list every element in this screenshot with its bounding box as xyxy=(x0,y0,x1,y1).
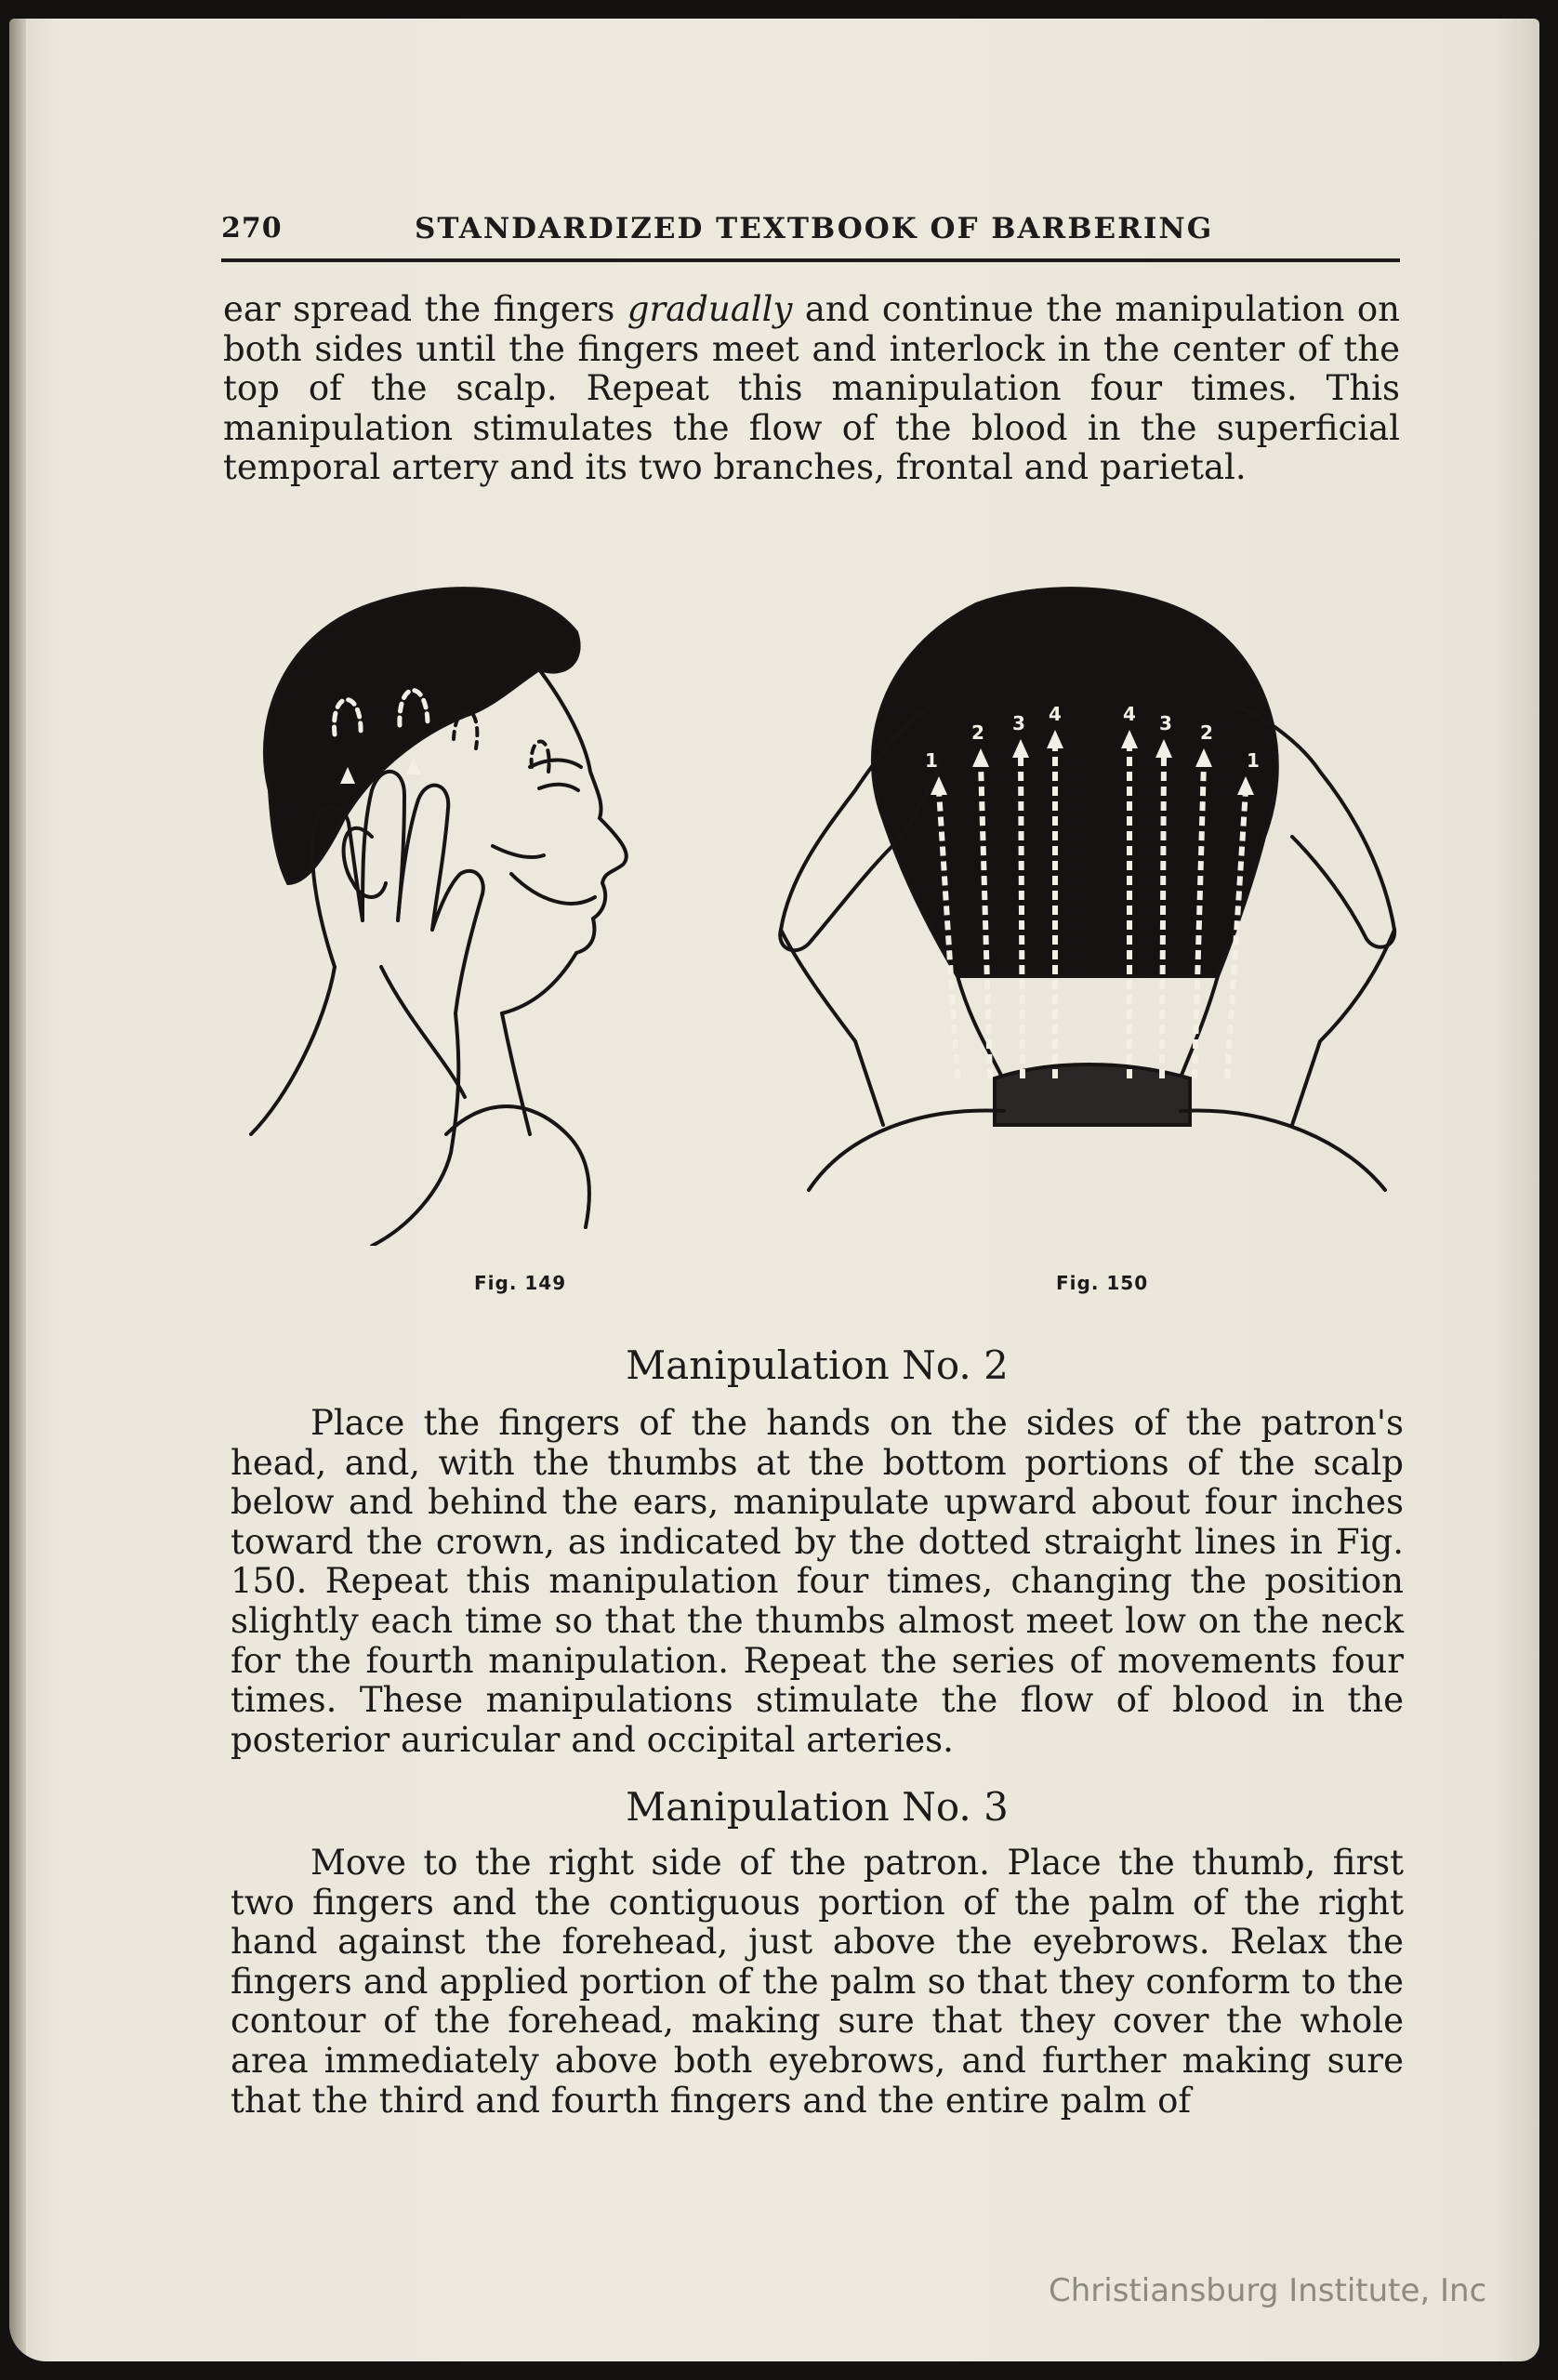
manipulation-2-paragraph: Place the fingers of the hands on the sides of the patron's head, and, with the thumbs at the bottom portions of the scalp below and behind the ears, manipulate upward about four inches toward the crown, as indicated by the dotted straight lines in Fig. 150. Repeat this manipulation four times, changing the position slightly each time so that the thumbs almost meet low on the neck for the fourth manipulation. Repeat the series of movements four times. These manipulations stimulate the flow of blood in the posterior auricular and occipital arteries. xyxy=(231,1403,1404,1760)
book-page xyxy=(9,19,1539,2361)
intro-text-end: and continue the manipulation on both sides until the fingers meet and interlock in the center of the top of the scalp. Repeat this manipulation four times. This manipulation stimulates the flow of the blood in the superficial temporal artery and its two branches, frontal and parietal. xyxy=(223,289,1400,488)
intro-emphasis: gradually xyxy=(627,289,793,329)
manipulation-2-heading: Manipulation No. 2 xyxy=(626,1342,1009,1388)
line-number-label: 4 xyxy=(1049,703,1062,725)
figure-149-illustration xyxy=(232,576,753,1246)
intro-paragraph xyxy=(223,290,1400,488)
line-number-label: 3 xyxy=(1159,712,1172,734)
figure-150-illustration xyxy=(772,576,1404,1209)
line-number-label: 2 xyxy=(1200,721,1213,744)
book-gutter xyxy=(9,19,26,2361)
line-number-label: 3 xyxy=(1012,712,1025,734)
running-title: STANDARDIZED TEXTBOOK OF BARBERING xyxy=(415,212,1214,245)
watermark: Christiansburg Institute, Inc xyxy=(1049,2272,1487,2309)
line-number-label: 1 xyxy=(1247,749,1260,772)
manipulation-3-heading: Manipulation No. 3 xyxy=(626,1784,1009,1830)
line-number-label: 1 xyxy=(925,749,938,772)
page-number: 270 xyxy=(221,212,283,245)
figure-150-caption: Fig. 150 xyxy=(1056,1272,1149,1294)
line-number-label: 4 xyxy=(1123,703,1136,725)
manipulation-3-paragraph: Move to the right side of the patron. Place the thumb, first two fingers and the contiguous portion of the palm of the right hand against the forehead, just above the eyebrows. Relax the fingers and applied portion of the palm so that they conform to the contour of the forehead, making sure that they cover the whole area immediately above both eyebrows, and further making sure that the third and fourth fingers and the entire palm of xyxy=(231,1843,1404,2121)
line-number-label: 2 xyxy=(971,721,984,744)
page-header xyxy=(221,212,1400,262)
figure-149-caption: Fig. 149 xyxy=(474,1272,567,1294)
intro-text-start: ear spread the fingers xyxy=(223,289,627,329)
